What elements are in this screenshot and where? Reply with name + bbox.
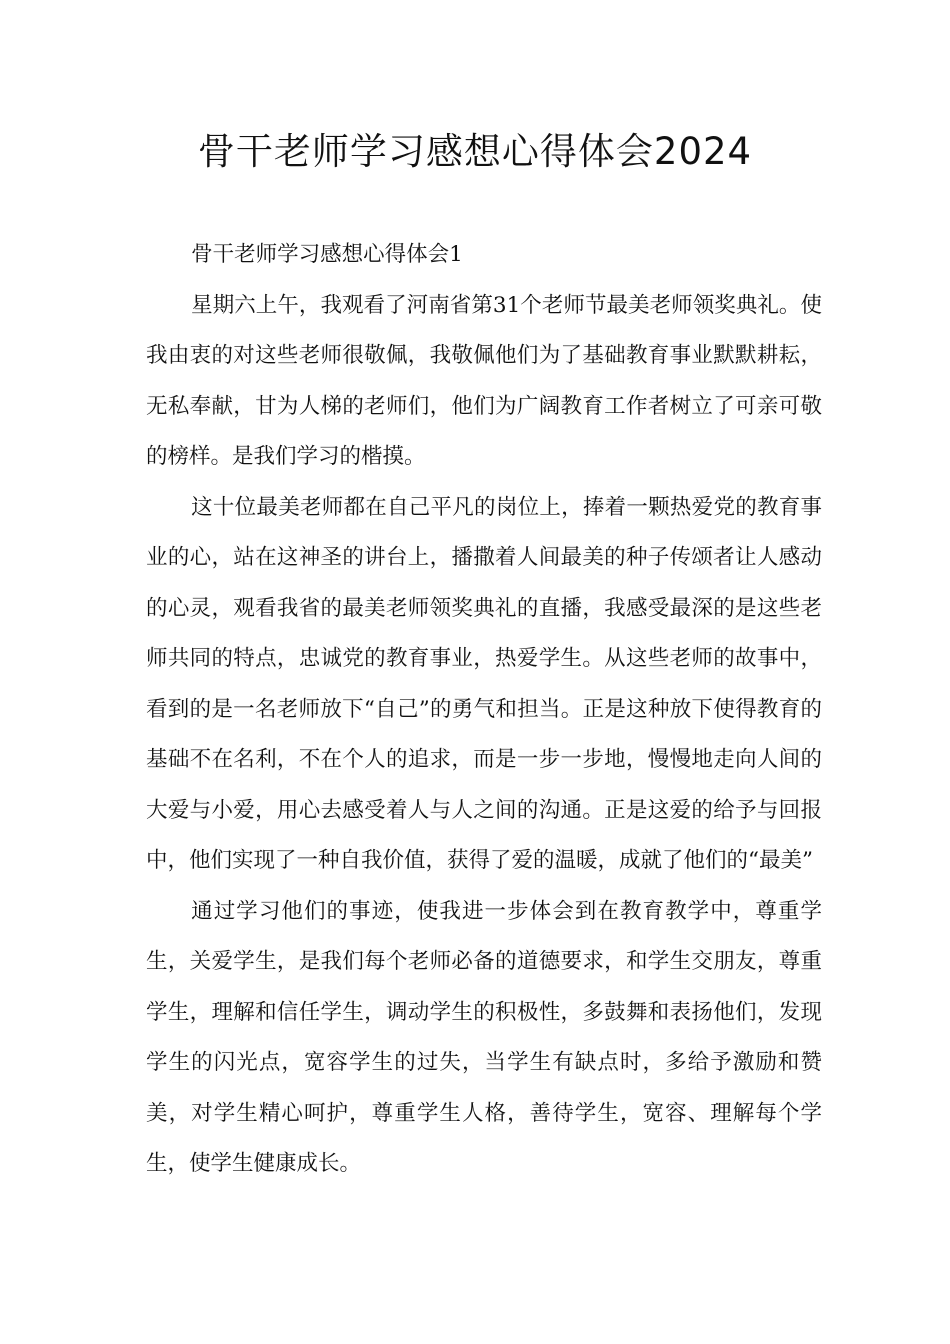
section-heading: 骨干老师学习感想心得体会1 <box>191 242 463 267</box>
document-body <box>146 230 822 1190</box>
paragraph-3: 通过学习他们的事迹，使我进一步体会到在教育教学中，尊重学生，关爱学生，是我们每个老师必备的道德要求，和学生交朋友，尊重学生，理解和信任学生，调动学生的积极性，多鼓舞和表扬他们，发现学生的闪光点，宽容学生的过失，当学生有缺点时，多给予激励和赞美，对学生精心呵护，尊重学生人格，善待学生，宽容、理解每个学生，使学生健康成长。 <box>146 898 822 1176</box>
paragraph-2: 这十位最美老师都在自己平凡的岗位上，捧着一颗热爱党的教育事业的心，站在这神圣的讲台上，播撒着人间最美的种子传颂者让人感动的心灵，观看我省的最美老师领奖典礼的直播，我感受最深的是这些老师共同的特点，忠诚党的教育事业，热爱学生。从这些老师的故事中，看到的是一名老师放下“自己”的勇气和担当。正是这种放下使得教育的基础不在名利，不在个人的追求，而是一步一步地，慢慢地走向人间的大爱与小爱，用心去感受着人与人之间的沟通。正是这爱的给予与回报中，他们实现了一种自我价值，获得了爱的温暖，成就了他们的“最美” <box>146 494 822 873</box>
paragraph-1: 星期六上午，我观看了河南省第31个老师节最美老师领奖典礼。使我由衷的对这些老师很敬佩，我敬佩他们为了基础教育事业默默耕耘，无私奉献，甘为人梯的老师们，他们为广阔教育工作者树立了可亲可敬的榜样。是我们学习的楷摸。 <box>146 292 822 469</box>
document-title: 骨干老师学习感想心得体会2024 <box>197 130 753 173</box>
